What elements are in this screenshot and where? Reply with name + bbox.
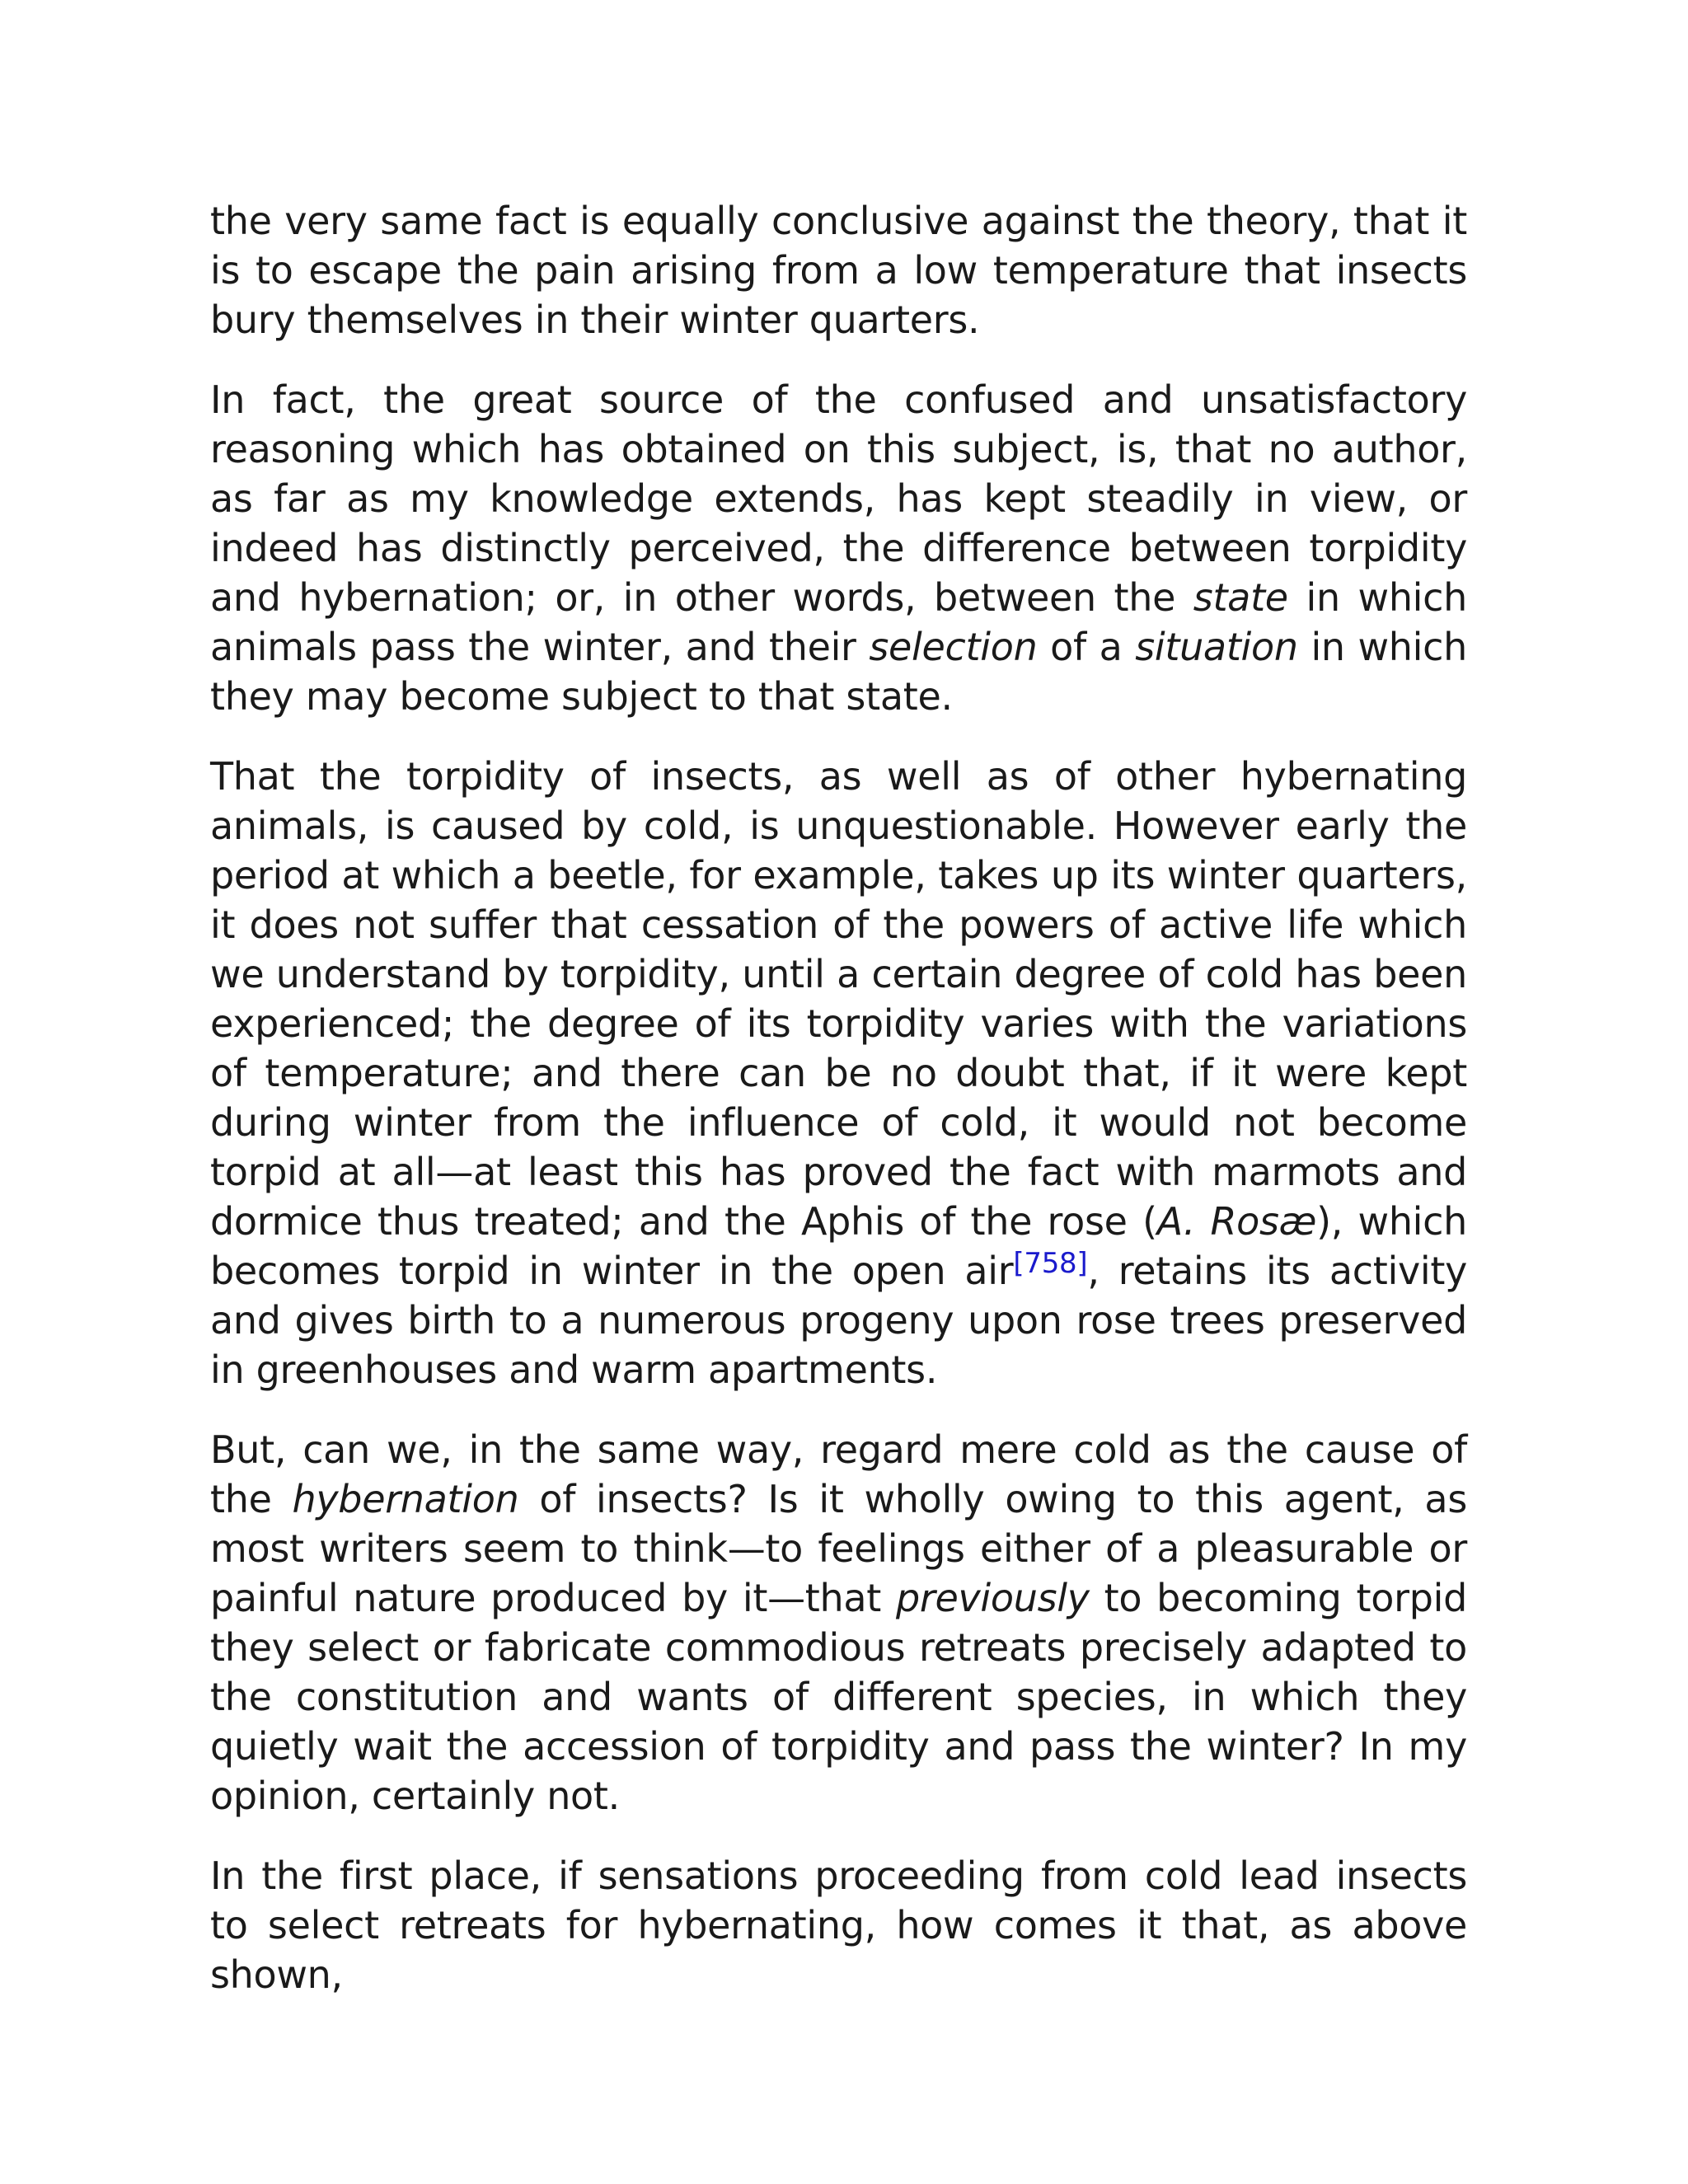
document-page (210, 196, 1467, 1999)
paragraph-4-text-3: to becoming torpid they select or fabricate commodious retreats precisely adapted to the constitution and wants of different species, in which they quietly wait the accession of torpidity and pass the winter? In my opinion, certainly not. (210, 1576, 1467, 1818)
paragraph-3-text-3: , retains its activity and gives birth to a numerous progeny upon rose trees preserved in greenhouses and warm apartments. (210, 1249, 1468, 1392)
emphasis-selection: selection (869, 625, 1038, 669)
footnote-link-758[interactable]: [758] (1013, 1247, 1088, 1280)
paragraph-5 (210, 1851, 1467, 1999)
paragraph-1-text: the very same fact is equally conclusive against the theory, that it is to escape the pain arising from a low temperature that insects bury themselves in their winter quarters. (210, 199, 1467, 342)
paragraph-2 (210, 375, 1467, 721)
emphasis-situation: situation (1135, 625, 1298, 669)
paragraph-2-text-2: in which animals pass the winter, and their (210, 575, 1467, 669)
emphasis-hybernation: hybernation (292, 1477, 519, 1521)
paragraph-3 (210, 752, 1467, 1394)
emphasis-species-name: A. Rosæ (1156, 1199, 1317, 1244)
paragraph-5-text: In the first place, if sensations proceeding from cold lead insects to select retreats for hybernating, how comes it that, as above shown, (210, 1854, 1467, 1997)
paragraph-4-text-2: of insects? Is it wholly owing to this agent, as most writers seem to think—to feelings either of a pleasurable or painful nature produced by it—that (210, 1477, 1467, 1620)
paragraph-2-text-4: in which they may become subject to that state. (210, 625, 1467, 719)
paragraph-3-text-2: ), which becomes torpid in winter in the open air (210, 1199, 1467, 1293)
emphasis-previously: previously (895, 1576, 1090, 1620)
paragraph-4 (210, 1425, 1467, 1821)
paragraph-4-text-1: But, can we, in the same way, regard mere cold as the cause of the (210, 1427, 1467, 1521)
paragraph-3-text-1: That the torpidity of insects, as well as of other hybernating animals, is caused by cold, is unquestionable. However early the period at which a beetle, for example, takes up its winter quarters, it does not suffer that cessation of the powers of active life which we understand by torpidity, until a certain degree of cold has been experienced; the degree of its torpidity varies with the variations of temperature; and there can be no doubt that, if it were kept during winter from the influence of cold, it would not become torpid at all—at least this has proved the fact with marmots and dormice thus treated; and the Aphis of the rose ( (210, 754, 1467, 1244)
paragraph-2-text-1: In fact, the great source of the confused and unsatisfactory reasoning which has obtained on this subject, is, that no author, as far as my knowledge extends, has kept steadily in view, or indeed has distinctly perceived, the difference between torpidity and hybernation; or, in other words, between the (210, 377, 1467, 620)
paragraph-2-text-3: of a (1037, 625, 1136, 669)
emphasis-state: state (1193, 575, 1288, 620)
paragraph-1 (210, 196, 1467, 344)
